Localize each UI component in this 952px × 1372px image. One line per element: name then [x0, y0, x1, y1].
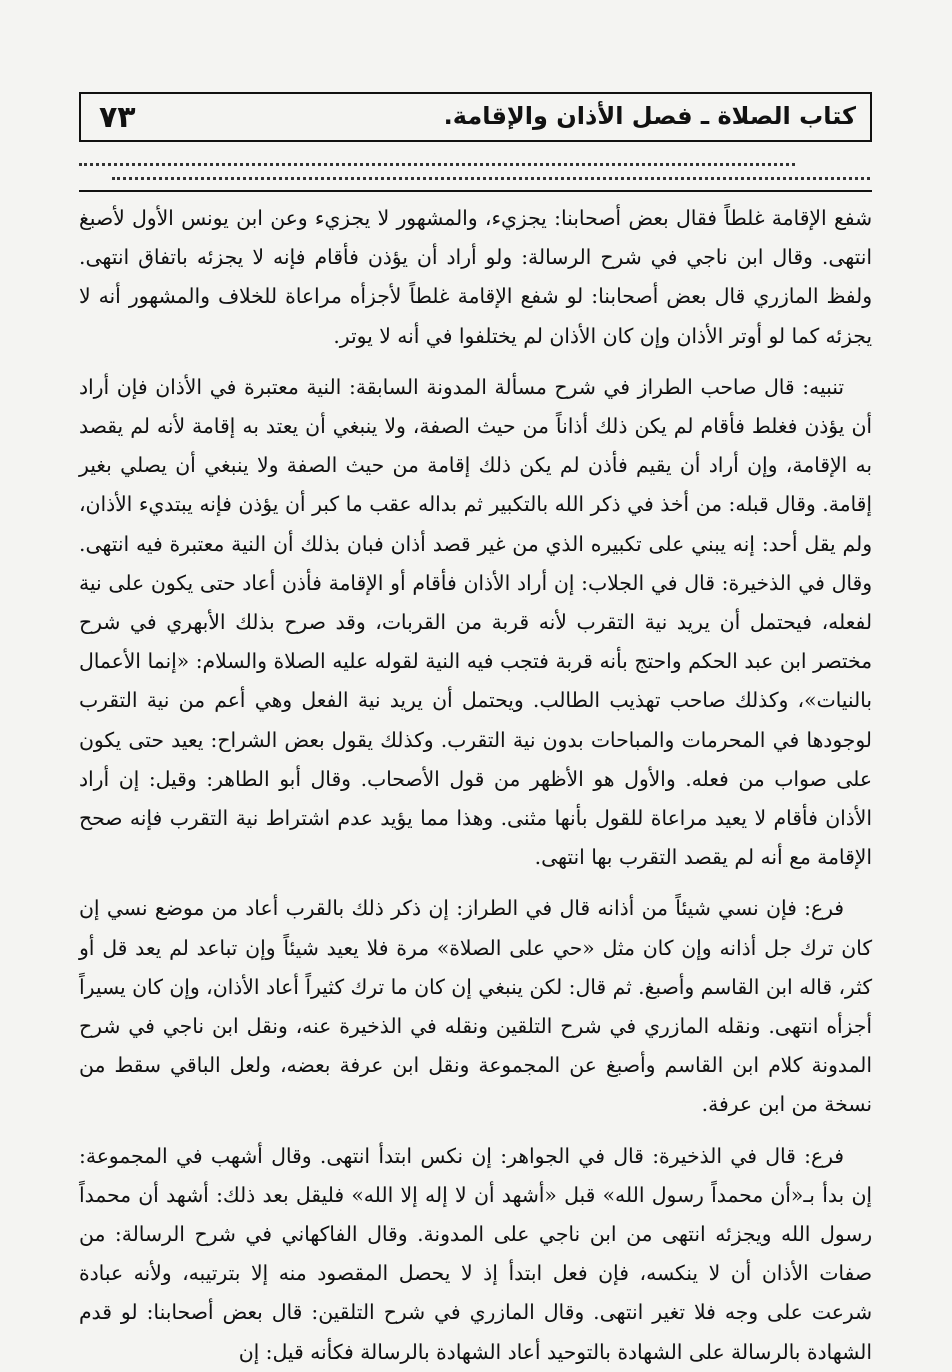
paragraph-shuf-al-iqama: شفع الإقامة غلطاً فقال بعض أصحابنا: يجزيء، والمشهور لا يجزيء وعن ابن يونس الأول لأصبغ انتهى. وقال ابن ناجي في شرح الرسالة: ولو أراد أن يؤذن فأقام فإنه لا يجزئه باتفاق انتهى. ولفظ المازري قال بعض أصحابنا: لو شفع الإقامة غلطاً لأجزأه مراعاة للخلاف والمشهور أنه لا يجزئه كما لو أوتر الأذان وإن كان الأذان لم يختلفوا في أنه لا يوتر.: [79, 206, 872, 348]
page-body: [79, 199, 872, 1372]
paragraph-far-nisyan: فرع: فإن نسي شيئاً من أذانه قال في الطراز: إن ذكر ذلك بالقرب أعاد من موضع نسي إن كان ترك جل أذانه وإن كان مثل «حي على الصلاة» مرة فلا يعيد شيئاً وإن تباعد لم يعد قل أو كثر، قاله ابن القاسم وأصبغ. ثم قال: لكن ينبغي إن كان ما ترك كثيراً أعاد الأذان، وإن كان يسيراً أجزأه انتهى. ونقله المازري في شرح التلقين ونقله في الذخيرة عنه، ونقل ابن ناجي في شرح المدونة كلام ابن القاسم وأصبغ عن المجموعة ونقل ابن عرفة بعضه، ولعل الباقي سقط من نسخة من ابن عرفة.: [79, 896, 872, 1117]
dotted-separator-top: [79, 163, 795, 166]
running-header: [79, 92, 872, 142]
paragraph-tanbih: تنبيه: قال صاحب الطراز في شرح مسألة المدونة السابقة: النية معتبرة في الأذان فإن أراد أن يؤذن فغلط فأقام لم يكن ذلك أذاناً من حيث الصفة، ولا ينبغي أن يعتد به إقامة لأنه لم يقصد به الإقامة، وإن أراد أن يقيم فأذن لم يكن ذلك إقامة من حيث الصفة ولا ينبغي أن يصلي بغير إقامة. وقال قبله: من أخذ في ذكر الله بالتكبير ثم بداله عقب ما كبر أن يؤذن فإنه يبتديء الأذان، ولم يقل أحد: إنه يبني على تكبيره الذي من غير قصد أذان فبان بذلك أن النية معتبرة فيه انتهى. وقال في الذخيرة: قال في الجلاب: إن أراد الأذان فأقام أو الإقامة فأذن أعاد حتى يكون على نية لفعله، فيحتمل أن يريد نية التقرب لأنه قربة من القربات، وقد صرح بذلك الأبهري في شرح مختصر ابن عبد الحكم واحتج بأنه قربة فتجب فيه النية لقوله عليه الصلاة والسلام: «إنما الأعمال بالنيات»، وكذلك صاحب تهذيب الطالب. ويحتمل أن يريد نية الفعل وهي أعم من نية التقرب لوجودها في المحرمات والمباحات بدون نية التقرب. وكذلك يقول بعض الشراح: يعيد حتى يكون على صواب من فعله. والأول هو الأظهر من قول الأصحاب. وقال أبو الطاهر: وقيل: إن أراد الأذان فأقام لا يعيد مراعاة للقول بأنها مثنى. وهذا مما يؤيد عدم اشتراط نية التقرب فإنه صحح الإقامة مع أنه لم يقصد التقرب بها انتهى.: [79, 374, 872, 870]
page-number: ٧٣: [99, 100, 136, 135]
dotted-separator-bottom: [112, 177, 870, 180]
running-title: كتاب الصلاة ـ فصل الأذان والإقامة.: [443, 102, 856, 130]
paragraph-far-tankis: فرع: قال في الذخيرة: قال في الجواهر: إن نكس ابتدأ انتهى. وقال أشهب في المجموعة: إن بدأ بـ«أن محمداً رسول الله» قبل «أشهد أن لا إله إلا الله» فليقل بعد ذلك: أشهد أن محمداً رسول الله ويجزئه انتهى من ابن ناجي على المدونة. وقال الفاكهاني في شرح الرسالة: من صفات الأذان أن لا ينكسه، فإن فعل ابتدأ إذ لا يحصل المقصود منه إلا بترتيبه، ولأنه عبادة شرعت على وجه فلا تغير انتهى. وقال المازري في شرح التلقين: قال بعض أصحابنا: لو قدم الشهادة بالرسالة على الشهادة بالتوحيد أعاد الشهادة بالرسالة فكأنه قيل: إن: [79, 1143, 872, 1364]
header-rule: [79, 190, 872, 192]
